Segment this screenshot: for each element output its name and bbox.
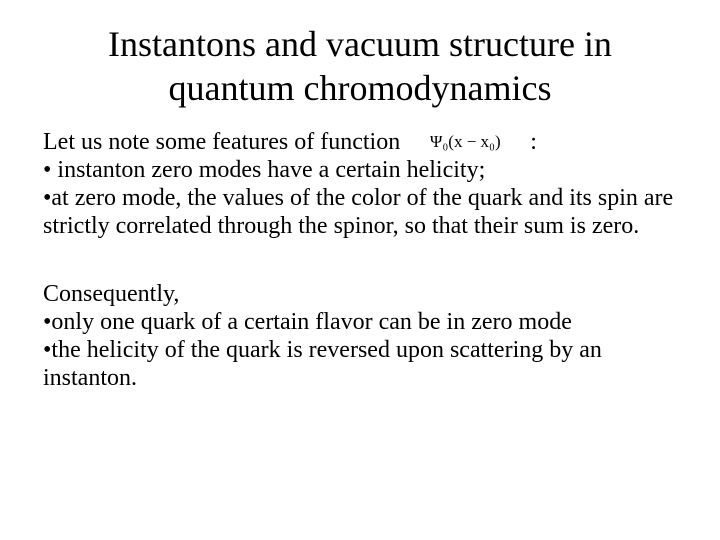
slide-body	[43, 128, 683, 392]
bullet-helicity-reversed: •the helicity of the quark is reversed upon scattering by an instanton.	[43, 337, 602, 391]
title-line-1: Instantons and vacuum structure in	[108, 24, 612, 64]
intro-colon: :	[530, 129, 537, 155]
consequently-label: Consequently,	[43, 281, 180, 307]
bullet-one-quark: •only one quark of a certain flavor can be in zero mode	[43, 309, 572, 335]
intro-line	[43, 128, 683, 156]
slide-title	[40, 22, 680, 110]
title-line-2: quantum chromodynamics	[168, 68, 552, 108]
intro-text: Let us note some features of function	[43, 129, 401, 155]
wavefunction-formula: Ψ₀(x − x₀)	[429, 132, 501, 151]
paragraph-gap	[43, 240, 683, 280]
bullet-helicity: • instanton zero modes have a certain helicity;	[43, 157, 486, 183]
bullet-color-spin: •at zero mode, the values of the color of the quark and its spin are strictly correlated through the spinor, so that their sum is zero.	[43, 185, 674, 239]
